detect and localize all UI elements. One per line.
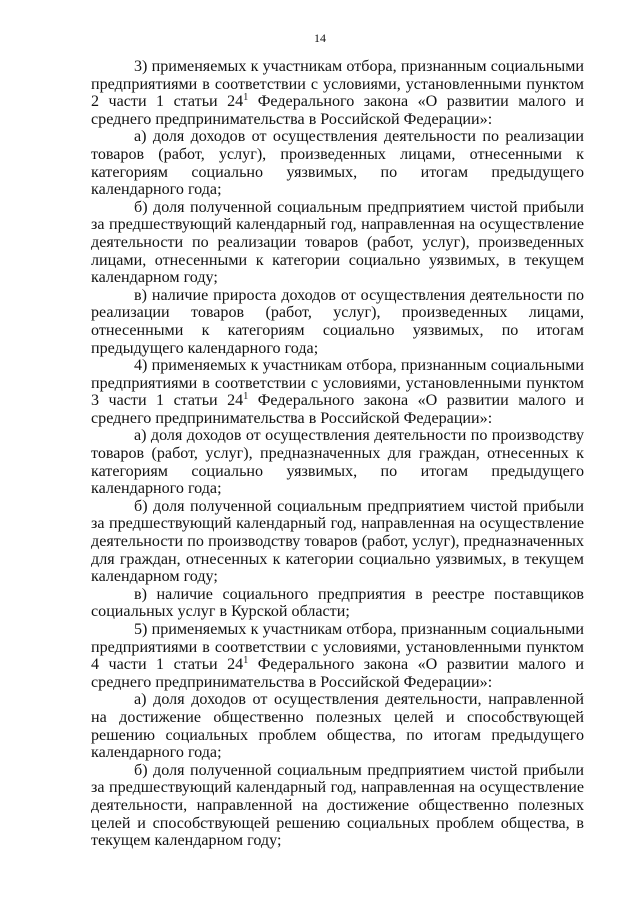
paragraph-text: а) доля доходов от осуществления деятельности, направленной на достижение общественно полезных целей и способствующей решению социальных проблем общества, по итогам предыдущего календарного года; — [91, 691, 584, 762]
paragraph-text: б) доля полученной социальным предприятием чистой прибыли за предшествующий календарный год, направленная на осуществление деятельности по реализации товаров (работ, услуг), произведенных лицами, отнесенными к категории социально уязвимых, в текущем календарном году; — [91, 198, 584, 287]
page-number: 14 — [314, 31, 326, 45]
paragraph-4b — [91, 498, 584, 586]
paragraph-4c — [91, 586, 584, 621]
paragraph-5b — [91, 762, 584, 850]
paragraph-5 — [91, 621, 584, 691]
paragraph-text: в) наличие прироста доходов от осуществления деятельности по реализации товаров (работ, услуг), произведенных лицами, отнесенными к категориям социально уязвимых, по итогам предыдущего календарного года; — [91, 286, 584, 357]
document-body — [91, 58, 584, 850]
paragraph-5a — [91, 691, 584, 761]
paragraph-text: а) доля доходов от осуществления деятельности по реализации товаров (работ, услуг), произведенных лицами, отнесенными к категориям социально уязвимых, по итогам предыдущего календарного года; — [91, 128, 584, 199]
paragraph-text-continued: Федерального закона «О развитии малого и среднего предпринимательства в Российской Федерации»: — [91, 93, 584, 128]
paragraph-3a — [91, 128, 584, 198]
superscript: 1 — [243, 655, 249, 667]
superscript: 1 — [243, 391, 249, 403]
paragraph-text: в) наличие социального предприятия в реестре поставщиков социальных услуг в Курской области; — [91, 585, 584, 621]
superscript: 1 — [243, 92, 249, 104]
paragraph-text: 3) применяемых к участникам отбора, признанным социальными предприятиями в соответствии с условиями, установленными пунктом 2 части 1 статьи 24 — [91, 58, 584, 111]
paragraph-3 — [91, 58, 584, 128]
paragraph-text-continued: Федерального закона «О развитии малого и среднего предпринимательства в Российской Федерации»: — [91, 392, 584, 427]
paragraph-3b — [91, 199, 584, 287]
paragraph-text: б) доля полученной социальным предприятием чистой прибыли за предшествующий календарный год, направленная на осуществление деятельности по производству товаров (работ, услуг), предназначенных для граждан, отнесенных к категории социально уязвимых, в текущем календарном году; — [91, 497, 584, 586]
paragraph-text: 5) применяемых к участникам отбора, признанным социальными предприятиями в соответствии с условиями, установленными пунктом 4 части 1 статьи 24 — [91, 621, 584, 674]
paragraph-text-continued: Федерального закона «О развитии малого и среднего предпринимательства в Российской Федерации»: — [91, 656, 584, 691]
paragraph-4 — [91, 357, 584, 427]
paragraph-4a — [91, 427, 584, 497]
paragraph-text: 4) применяемых к участникам отбора, признанным социальными предприятиями в соответствии с условиями, установленными пунктом 3 части 1 статьи 24 — [91, 357, 584, 410]
paragraph-text: а) доля доходов от осуществления деятельности по производству товаров (работ, услуг), предназначенных для граждан, отнесенных к категориям социально уязвимых, по итогам предыдущего календарного года; — [91, 427, 584, 498]
paragraph-3c — [91, 287, 584, 357]
paragraph-text: б) доля полученной социальным предприятием чистой прибыли за предшествующий календарный год, направленная на осуществление деятельности, направленной на достижение общественно полезных целей и способствующей решению социальных проблем общества, в текущем календарном году; — [91, 761, 584, 850]
